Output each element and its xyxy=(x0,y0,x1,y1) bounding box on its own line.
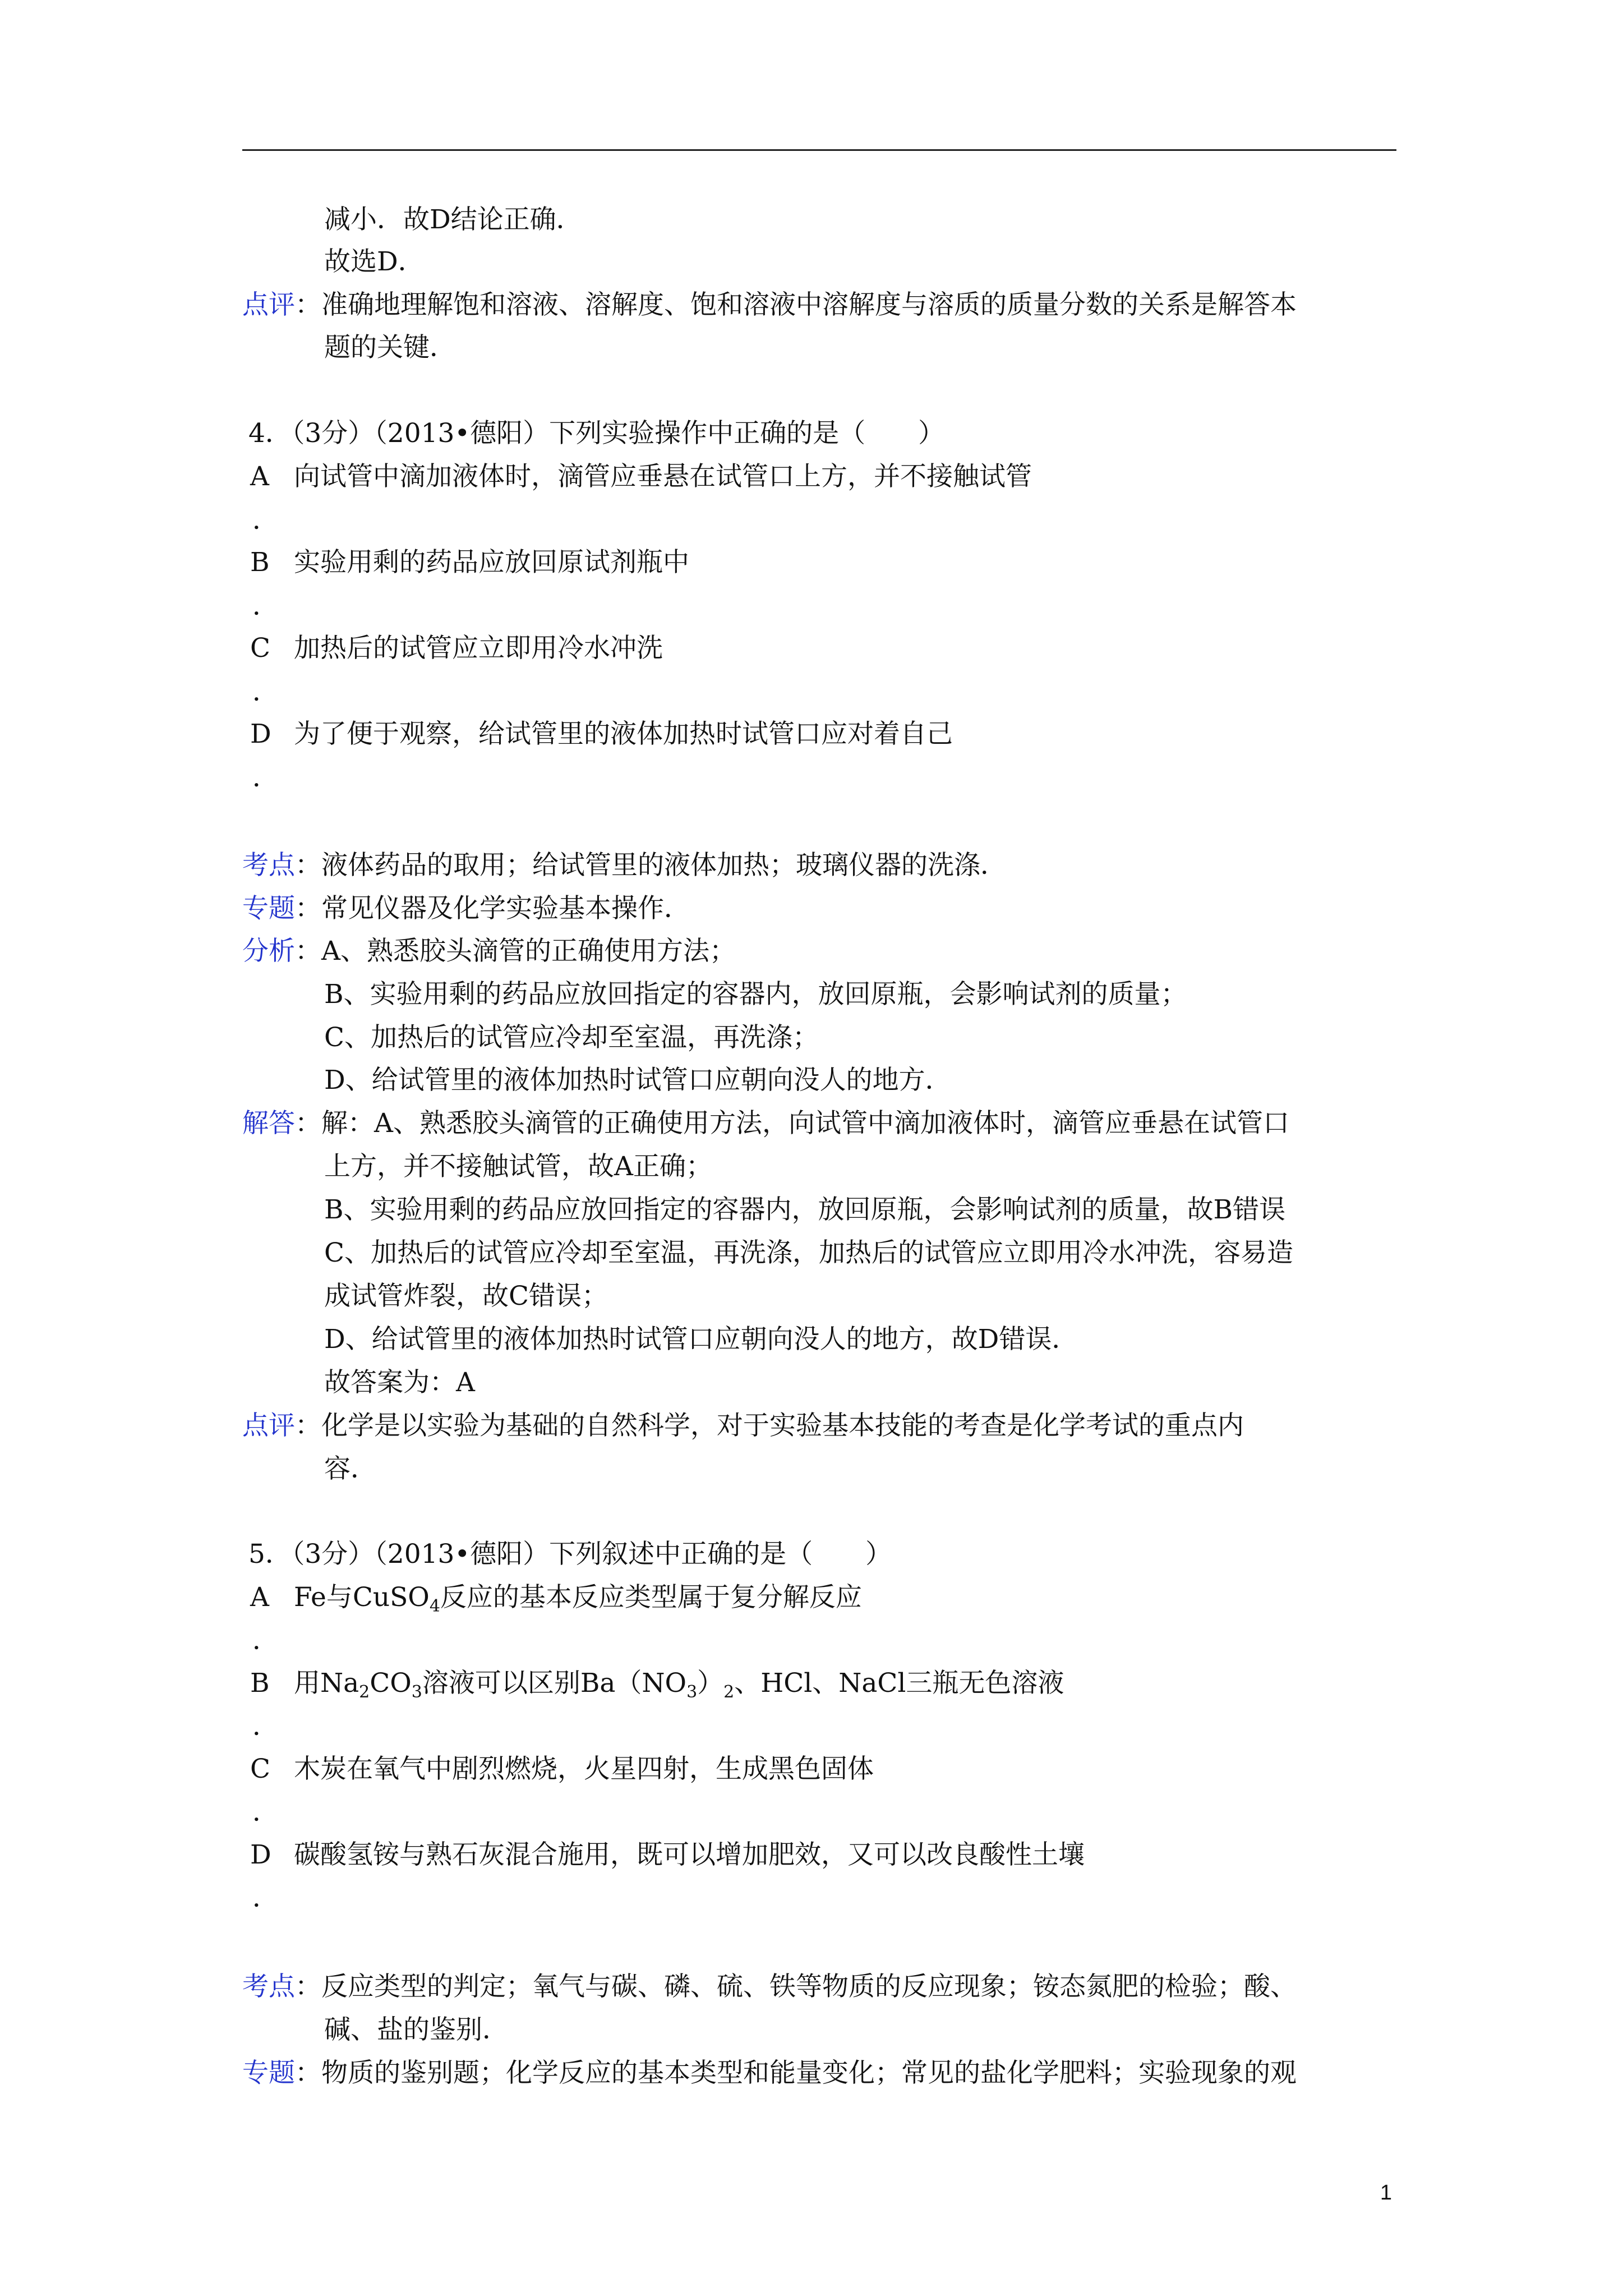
q5-option-b-letter: B xyxy=(250,1668,270,1699)
q4-option-b: 实验用剩的药品应放回原试剂瓶中 xyxy=(294,547,689,578)
carryover-comment xyxy=(242,288,1297,322)
q5-option-a xyxy=(294,1581,862,1623)
q4-jieda-line-3: B、实验用剩的药品应放回指定的容器内，放回原瓶，会影响试剂的质量，故B错误 xyxy=(324,1194,1286,1225)
q4-zhuanti-label: 专题 xyxy=(242,893,295,924)
q4-option-c-dot: ． xyxy=(252,677,279,707)
q5-b-sub-4: 2 xyxy=(723,1682,735,1702)
carryover-comment-line-2: 题的关键． xyxy=(324,332,456,363)
q4-option-d: 为了便于观察，给试管里的液体加热时试管口应对着自己 xyxy=(294,719,953,749)
q4-fenxi-line-3: C、加热后的试管应冷却至室温，再洗涤； xyxy=(324,1022,819,1053)
q4-option-c: 加热后的试管应立即用冷水冲洗 xyxy=(294,633,663,664)
q5-kaodian-label: 考点 xyxy=(242,1971,295,2002)
q5-option-d: 碳酸氢铵与熟石灰混合施用，既可以增加肥效，又可以改良酸性土壤 xyxy=(294,1839,1085,1870)
q4-kaodian-text: ：液体药品的取用；给试管里的液体加热；玻璃仪器的洗涤． xyxy=(295,850,1007,881)
q5-option-b xyxy=(294,1667,1064,1709)
q5-kaodian-line-2: 碱、盐的鉴别． xyxy=(324,2014,509,2045)
q5-a-text-2: 反应的基本反应类型属于复分解反应 xyxy=(440,1582,862,1613)
q5-b-text-4: ） xyxy=(697,1668,724,1699)
q4-jieda-line-6: D、给试管里的液体加热时试管口应朝向没人的地方，故D错误． xyxy=(324,1324,1078,1355)
q4-dianping-label: 点评 xyxy=(242,1410,295,1441)
q4-jieda-text-1: ：解：A、熟悉胶头滴管的正确使用方法，向试管中滴加液体时，滴管应垂悬在试管口 xyxy=(295,1108,1289,1139)
q4-jieda-line-4: C、加热后的试管应冷却至室温，再洗涤，加热后的试管应立即用冷水冲洗，容易造 xyxy=(324,1237,1293,1268)
q4-fenxi-text-1: ：A、熟悉胶头滴管的正确使用方法； xyxy=(295,936,736,967)
q4-kaodian xyxy=(242,849,1007,882)
q5-b-text-5: 、HCl、NaCl三瓶无色溶液 xyxy=(734,1668,1064,1699)
q4-fenxi xyxy=(242,935,736,968)
q5-option-c: 木炭在氧气中剧烈燃烧，火星四射，生成黑色固体 xyxy=(294,1754,874,1784)
q5-b-text-2: CO xyxy=(370,1668,412,1699)
q5-option-c-dot: ． xyxy=(252,1797,279,1828)
q5-kaodian xyxy=(242,1970,1297,2004)
q5-stem: 5．（3分）（2013•德阳）下列叙述中正确的是（ ） xyxy=(248,1539,892,1570)
q4-dianping-line-2: 容． xyxy=(324,1453,377,1484)
q4-option-b-dot: ． xyxy=(252,591,279,622)
q5-kaodian-text-1: ：反应类型的判定；氧气与碳、磷、硫、铁等物质的反应现象；铵态氮肥的检验；酸、 xyxy=(295,1971,1297,2002)
q4-fenxi-line-4: D、给试管里的液体加热时试管口应朝向没人的地方． xyxy=(324,1065,952,1096)
carryover-line-2: 故选D． xyxy=(324,246,425,277)
q4-fenxi-line-2: B、实验用剩的药品应放回指定的容器内，放回原瓶，会影响试剂的质量； xyxy=(324,979,1187,1010)
q4-option-c-letter: C xyxy=(250,633,270,664)
q4-jieda-line-2: 上方，并不接触试管，故A正确； xyxy=(324,1151,712,1182)
q5-b-text-1: 用Na xyxy=(294,1668,359,1699)
q5-option-c-letter: C xyxy=(250,1754,270,1784)
q5-option-d-letter: D xyxy=(250,1839,271,1870)
q4-fenxi-label: 分析 xyxy=(242,936,295,967)
comment-text: ：准确地理解饱和溶液、溶解度、饱和溶液中溶解度与溶质的质量分数的关系是解答本 xyxy=(295,289,1297,320)
q4-zhuanti-text: ：常见仪器及化学实验基本操作． xyxy=(295,893,690,924)
q4-jieda-line-7: 故答案为：A xyxy=(324,1367,475,1398)
q4-option-d-letter: D xyxy=(250,719,271,749)
q5-b-sub-1: 2 xyxy=(359,1682,370,1702)
q5-a-text-1: Fe与CuSO xyxy=(294,1582,430,1613)
q5-option-d-dot: ． xyxy=(252,1883,279,1913)
q5-b-sub-2: 3 xyxy=(411,1682,422,1702)
q4-option-a-letter: A xyxy=(250,461,269,492)
q5-option-a-dot: ． xyxy=(252,1625,279,1656)
q4-kaodian-label: 考点 xyxy=(242,850,295,881)
q5-zhuanti xyxy=(242,2056,1297,2090)
q4-option-b-letter: B xyxy=(250,547,270,578)
q5-zhuanti-label: 专题 xyxy=(242,2058,295,2088)
q4-dianping xyxy=(242,1409,1244,1443)
q5-b-sub-3: 3 xyxy=(686,1682,698,1702)
q5-option-b-dot: ． xyxy=(252,1711,279,1742)
q4-jieda-label: 解答 xyxy=(242,1108,295,1139)
carryover-line-1: 减小．故D结论正确． xyxy=(324,204,583,235)
header-rule xyxy=(242,149,1396,151)
q4-zhuanti xyxy=(242,892,690,926)
q4-dianping-text-1: ：化学是以实验为基础的自然科学，对于实验基本技能的考查是化学考试的重点内 xyxy=(295,1410,1244,1441)
q4-stem: 4．（3分）（2013•德阳）下列实验操作中正确的是（ ） xyxy=(248,418,945,449)
q5-a-sub: 4 xyxy=(429,1596,440,1616)
q4-option-a-dot: ． xyxy=(252,505,279,536)
q4-jieda-line-5: 成试管炸裂，故C错误； xyxy=(324,1281,608,1312)
page-number: 1 xyxy=(1380,2181,1392,2205)
q5-option-a-letter: A xyxy=(250,1582,269,1613)
q4-option-a: 向试管中滴加液体时，滴管应垂悬在试管口上方，并不接触试管 xyxy=(294,461,1032,492)
q5-b-text-3: 溶液可以区别Ba（NO xyxy=(422,1668,687,1699)
q4-jieda xyxy=(242,1107,1289,1140)
comment-label: 点评 xyxy=(242,289,295,320)
q4-option-d-dot: ． xyxy=(252,762,279,793)
q5-zhuanti-text: ：物质的鉴别题；化学反应的基本类型和能量变化；常见的盐化学肥料；实验现象的观 xyxy=(295,2058,1297,2088)
